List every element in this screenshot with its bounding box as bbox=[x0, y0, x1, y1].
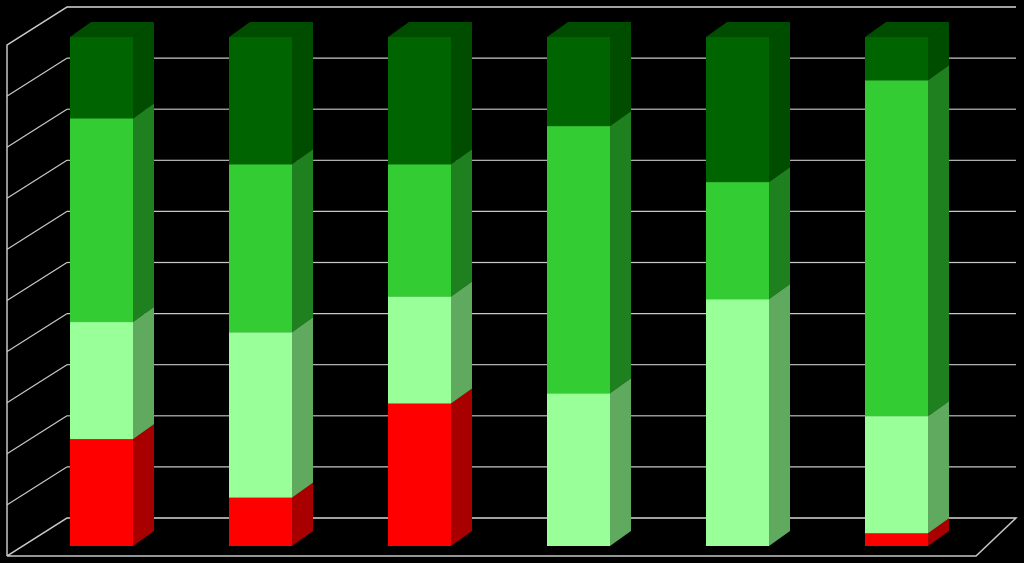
bar-segment bbox=[229, 332, 292, 497]
bar-segment-side bbox=[133, 22, 154, 118]
bar-segment bbox=[388, 37, 451, 164]
gridline-side bbox=[7, 160, 67, 198]
bar-segment bbox=[229, 37, 292, 164]
bar-segment-side bbox=[451, 22, 472, 164]
bar-segment-side bbox=[292, 317, 313, 497]
bar-segment bbox=[865, 80, 928, 416]
bar-stack bbox=[229, 22, 313, 546]
bar-segment-side bbox=[610, 378, 631, 546]
bar-segment bbox=[70, 118, 133, 322]
bar-segment bbox=[547, 126, 610, 393]
bar-segment bbox=[229, 164, 292, 332]
bar-segment-side bbox=[133, 307, 154, 439]
bar-segment bbox=[547, 37, 610, 126]
bar-stack bbox=[865, 22, 949, 546]
gridline-side bbox=[7, 58, 67, 96]
bar-stack bbox=[706, 22, 790, 546]
bar-segment bbox=[388, 297, 451, 404]
gridline-side bbox=[7, 211, 67, 249]
gridline-side bbox=[7, 365, 67, 403]
bar-segment bbox=[70, 322, 133, 439]
bar-segment-side bbox=[928, 401, 949, 533]
bar-segment bbox=[865, 533, 928, 546]
bar-segment bbox=[70, 439, 133, 546]
bar-segment bbox=[865, 37, 928, 80]
bar-stack bbox=[547, 22, 631, 546]
chart-wall-outline bbox=[7, 7, 1016, 556]
bar-stack bbox=[70, 22, 154, 546]
chart-wall bbox=[7, 7, 1016, 556]
bar-segment bbox=[229, 498, 292, 546]
bar-segment bbox=[706, 182, 769, 299]
bar-segment bbox=[865, 416, 928, 533]
bar-segment bbox=[388, 164, 451, 296]
bar-segment-side bbox=[451, 282, 472, 404]
bar-segment-side bbox=[928, 65, 949, 416]
bar-segment-side bbox=[451, 388, 472, 546]
bar-segment bbox=[388, 403, 451, 546]
gridline-side bbox=[7, 7, 67, 45]
bar-segment-side bbox=[133, 103, 154, 322]
chart-floor-outline bbox=[7, 518, 1016, 556]
bar-segment-side bbox=[769, 167, 790, 299]
bar-segment-side bbox=[292, 22, 313, 164]
bar-segment bbox=[70, 37, 133, 118]
gridline-side bbox=[7, 263, 67, 301]
gridline-side bbox=[7, 416, 67, 454]
bar-segment-side bbox=[610, 111, 631, 393]
bar-segment-side bbox=[769, 22, 790, 182]
bar-segment bbox=[706, 299, 769, 546]
bar-segment-side bbox=[769, 284, 790, 546]
bar-segment bbox=[706, 37, 769, 182]
gridlines bbox=[7, 7, 1016, 556]
gridline-side bbox=[7, 109, 67, 147]
bar-segment-side bbox=[610, 22, 631, 126]
bar-segment bbox=[547, 393, 610, 546]
gridline-side bbox=[7, 467, 67, 505]
gridline-side bbox=[7, 314, 67, 352]
bar-segment-side bbox=[133, 424, 154, 546]
gridline-side bbox=[7, 518, 67, 556]
bar-segment-side bbox=[292, 149, 313, 332]
bar-stack bbox=[388, 22, 472, 546]
bar-segment-side bbox=[451, 149, 472, 296]
